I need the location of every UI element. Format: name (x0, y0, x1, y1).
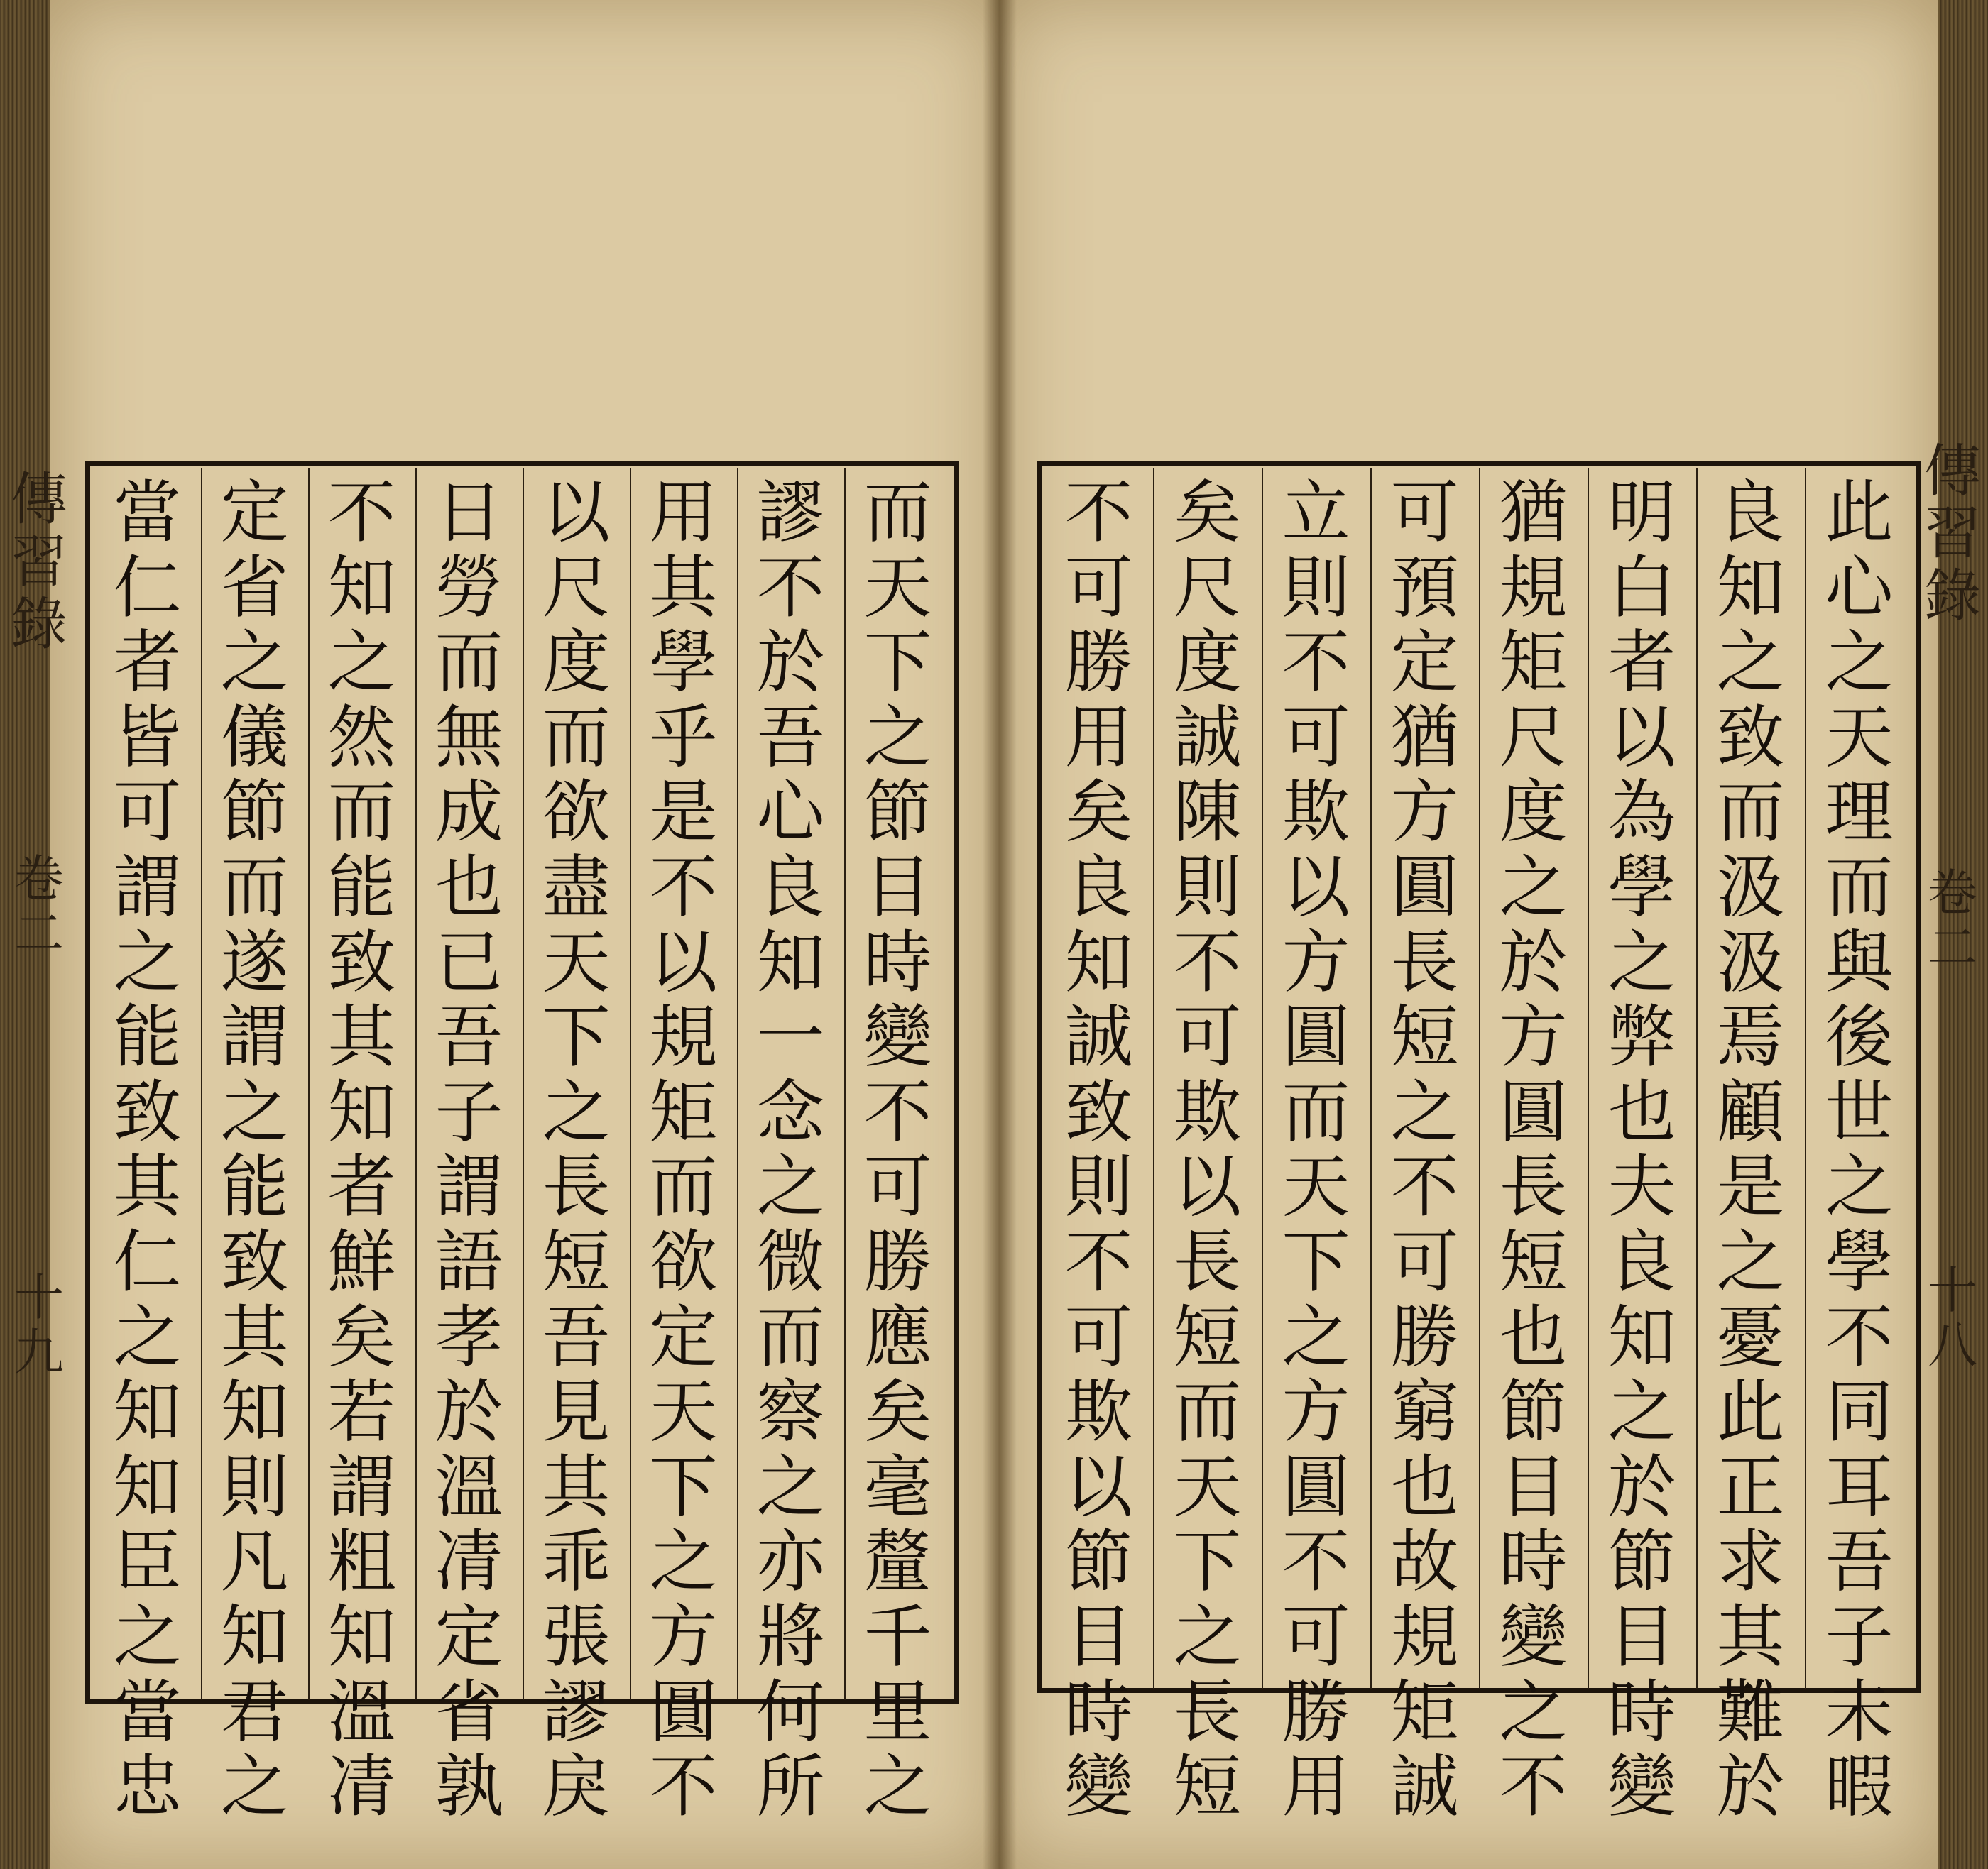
left-column-2: 謬 不 於 吾 心 良 知 一 念 之 微 而 察 之 亦 將 何 所 (756, 473, 825, 1827)
right-margin-number: 十 八 (1928, 1261, 1977, 1374)
left-column-6: 不 知 之 然 而 能 致 其 知 者 鮮 矣 若 謂 粗 知 溫 凊 (327, 473, 396, 1827)
left-column-rule (844, 468, 846, 1700)
right-column-8: 不 可 勝 用 矣 良 知 誠 致 則 不 可 欺 以 節 目 時 變 (1064, 473, 1133, 1827)
left-column-rule (308, 468, 310, 1700)
right-column-rule (1370, 468, 1372, 1689)
left-column-5: 日 勞 而 無 成 也 已 吾 子 謂 語 孝 於 溫 凊 定 省 孰 (435, 473, 503, 1827)
right-column-2: 良 知 之 致 而 汲 汲 焉 顧 是 之 憂 此 正 求 其 難 於 (1716, 473, 1785, 1827)
book-gutter (983, 0, 1017, 1869)
left-column-rule (523, 468, 524, 1700)
right-column-1: 此 心 之 天 理 而 與 後 世 之 學 不 同 耳 吾 子 未 暇 (1825, 473, 1894, 1827)
left-column-3: 用 其 學 乎 是 不 以 規 矩 而 欲 定 天 下 之 方 圓 不 (649, 473, 718, 1827)
left-margin-title: 傳 習 錄 (11, 466, 67, 657)
left-column-rule (737, 468, 738, 1700)
left-margin-volume: 卷 二 (14, 850, 64, 963)
left-column-4: 以 尺 度 而 欲 盡 天 下 之 長 短 吾 見 其 乖 張 謬 戾 (542, 473, 611, 1827)
left-column-8: 當 仁 者 皆 可 謂 之 能 致 其 仁 之 知 知 臣 之 當 忠 (113, 473, 182, 1827)
left-column-rule (415, 468, 417, 1700)
right-column-5: 可 預 定 猶 方 圓 長 短 之 不 可 勝 窮 也 故 規 矩 誠 (1390, 473, 1459, 1827)
right-column-3: 明 白 者 以 為 學 之 弊 也 夫 良 知 之 於 節 目 時 變 (1607, 473, 1676, 1827)
left-margin-number: 十 九 (14, 1268, 64, 1381)
right-column-rule (1805, 468, 1806, 1689)
right-column-6: 立 則 不 可 欺 以 方 圓 而 天 下 之 方 圓 不 可 勝 用 (1282, 473, 1350, 1827)
right-column-rule (1696, 468, 1698, 1689)
right-column-rule (1479, 468, 1480, 1689)
left-column-7: 定 省 之 儀 節 而 遂 謂 之 能 致 其 知 則 凡 知 君 之 (220, 473, 289, 1827)
right-margin-volume: 卷 二 (1928, 864, 1977, 977)
right-column-4: 猶 規 矩 尺 度 之 於 方 圓 長 短 也 節 目 時 變 之 不 (1499, 473, 1568, 1827)
right-column-rule (1262, 468, 1263, 1689)
right-margin-title: 傳 習 錄 (1924, 438, 1981, 629)
left-column-1: 而 天 下 之 節 目 時 變 不 可 勝 應 矣 毫 釐 千 里 之 (863, 473, 932, 1827)
right-column-rule (1588, 468, 1589, 1689)
left-column-rule (201, 468, 202, 1700)
right-column-7: 矣 尺 度 誠 陳 則 不 可 欺 以 長 短 而 天 下 之 長 短 (1173, 473, 1242, 1827)
left-column-rule (630, 468, 631, 1700)
right-column-rule (1153, 468, 1154, 1689)
